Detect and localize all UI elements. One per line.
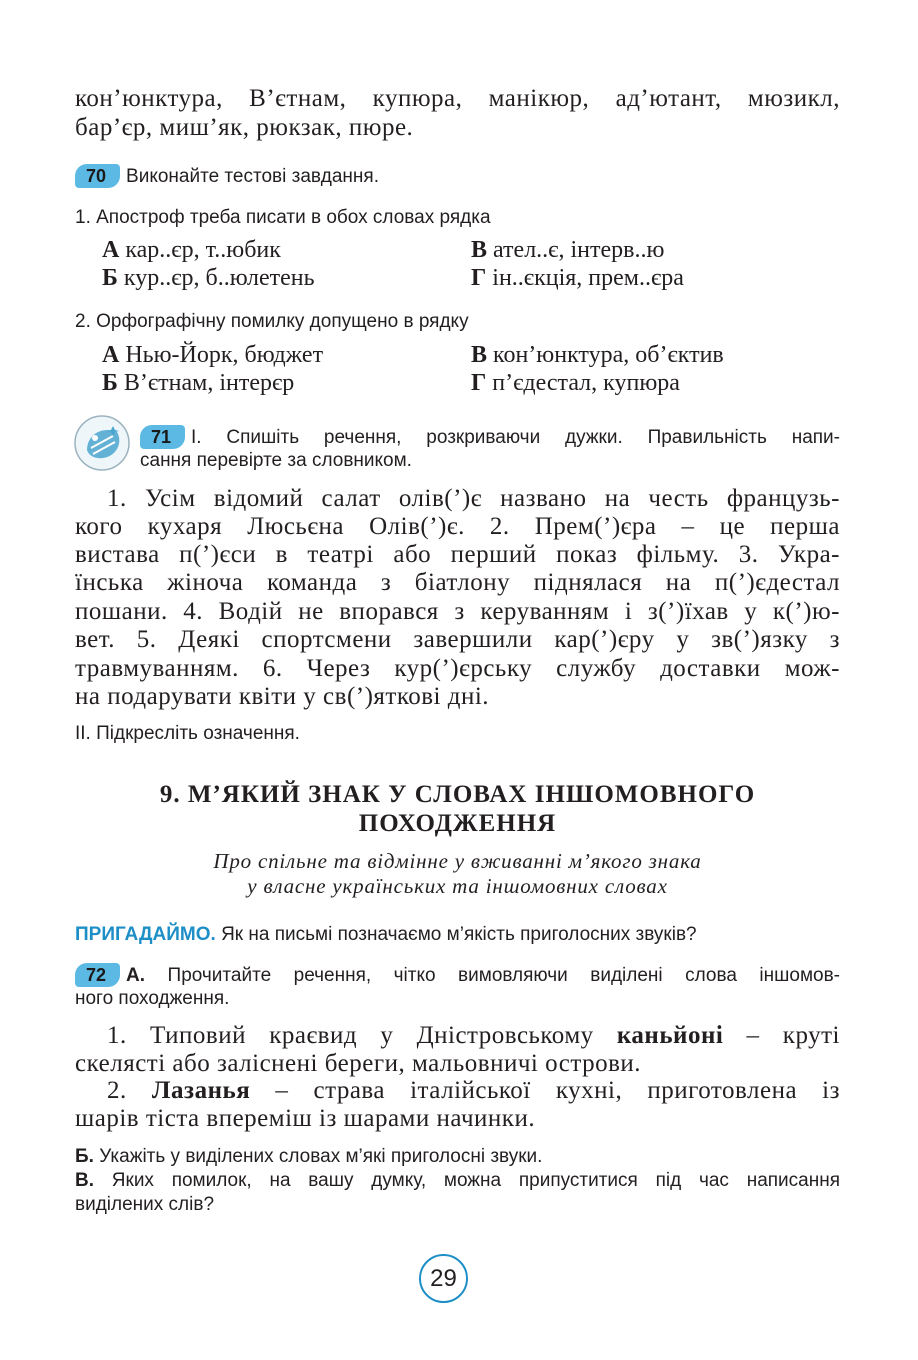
text-line: на подарувати квіти у св(’)яткові дні.	[75, 683, 490, 710]
recall-prompt	[75, 923, 697, 947]
text-line: травмуванням. 6. Через кур(’)єрську службу доставки мож-	[75, 655, 840, 682]
answer-option: А Нью-Йорк, бюджет	[102, 342, 324, 368]
exercise-number-badge: 70	[75, 164, 120, 188]
section-title: 9. М’ЯКИЙ ЗНАК У СЛОВАХ ІНШОМОВНОГО ПОХОДЖЕННЯ	[159, 781, 756, 837]
text-line: вистава п(’)єси в театрі або перший показ фільму. 3. Укра-	[75, 541, 840, 568]
page-number: 29	[419, 1254, 468, 1303]
answer-option: А кар..єр, т..юбик	[102, 237, 281, 263]
question-2: 2. Орфографічну помилку допущено в рядку	[75, 311, 469, 332]
recall-label: ПРИГАДАЙМО.	[75, 924, 216, 945]
answer-option: Г п’єдестал, купюра	[471, 370, 680, 396]
exercise-number-badge: 72	[75, 963, 120, 987]
text-line: 2. Лазанья – страва італійської кухні, приготовлена із	[107, 1077, 840, 1104]
exercise-71-instruction: 71 I. Спишіть речення, розкриваючи дужки. Правильність напи-	[140, 425, 840, 450]
exercise-72-task-v: В. Яких помилок, на вашу думку, можна припуститися під час написання	[75, 1170, 840, 1191]
dictionary-icon	[73, 414, 131, 472]
section-subtitle: Про спільне та відмінне у вживанні м’якого знака у власне українських та іншомовних словах	[213, 849, 702, 898]
text-line: 1. Типовий краєвид у Дністровському каньйоні – круті	[107, 1022, 840, 1049]
text-line: їнська жіноча команда з біатлону піднялася на п(’)єдестал	[75, 569, 840, 596]
text-line: 1. Усім відомий салат олів(’)є названо на честь французь-	[107, 485, 840, 512]
exercise-72-task-b: Б. Укажіть у виділених словах м’які приголосні звуки.	[75, 1146, 543, 1167]
text-line: скелясті або заліснені береги, мальовничі острови.	[75, 1050, 642, 1077]
answer-option: Б В’єтнам, інтерєр	[102, 370, 295, 396]
answer-option: Г ін..єкція, прем..єра	[471, 265, 684, 291]
intro-line-2: бар’єр, миш’як, рюкзак, пюре.	[75, 114, 414, 141]
question-1: 1. Апостроф треба писати в обох словах рядка	[75, 207, 491, 228]
text-line: пошани. 4. Водій не впорався з керуванням і з(’)їхав у к(’)ю-	[75, 598, 840, 625]
exercise-70-header	[75, 164, 379, 189]
exercise-72-task-a: 72 А. Прочитайте речення, чітко вимовляючи виділені слова іншомов-	[75, 963, 840, 988]
exercise-72-task-v-cont: виділених слів?	[75, 1194, 215, 1215]
exercise-72-task-a-cont: ного походження.	[75, 988, 230, 1009]
intro-line-1: кон’юнктура, В’єтнам, купюра, манікюр, ад’ютант, мюзикл,	[75, 85, 840, 112]
text-line: вет. 5. Деякі спортсмени завершили кар(’)єру у зв(’)язку з	[75, 626, 840, 653]
exercise-71-instruction-cont: сання перевірте за словником.	[140, 450, 412, 471]
exercise-71-part-2: II. Підкресліть означення.	[75, 723, 300, 744]
text-line: кого кухаря Люсьєна Олів(’)є. 2. Прем(’)єра – це перша	[75, 513, 840, 540]
text-line: шарів тіста впереміш із шарами начинки.	[75, 1105, 536, 1132]
answer-option: В ател..є, інтерв..ю	[471, 237, 665, 263]
exercise-number-badge: 71	[140, 425, 185, 449]
exercise-title: Виконайте тестові завдання.	[126, 166, 379, 187]
answer-option: В кон’юнктура, об’єктив	[471, 342, 724, 368]
recall-text: Як на письмі позначаємо м’якість приголосних звуків?	[221, 924, 697, 945]
answer-option: Б кур..єр, б..юлетень	[102, 265, 315, 291]
